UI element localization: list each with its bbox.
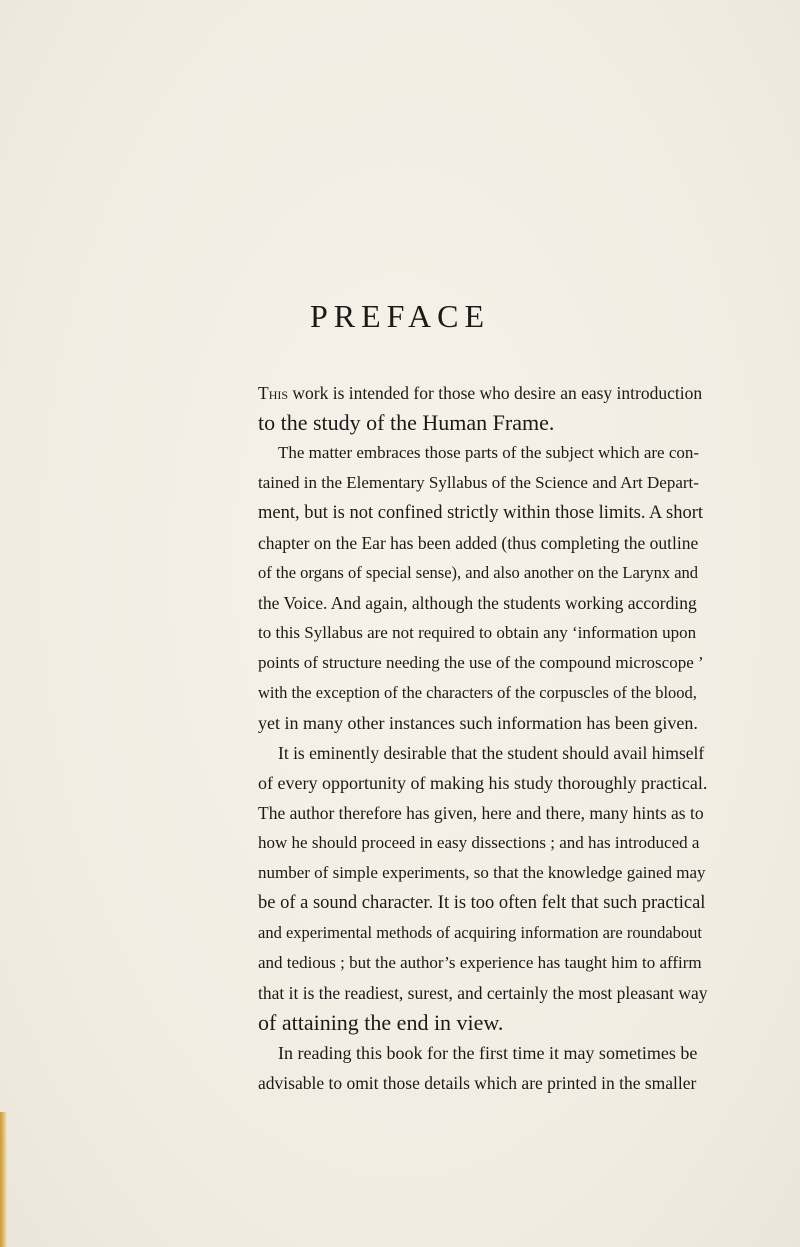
text-line: and tedious ; but the author’s experience has taught him to affirm — [258, 953, 702, 972]
text-line: chapter on the Ear has been added (thus completing the outline — [258, 533, 699, 553]
opening-word: This — [258, 383, 289, 403]
text-line: points of structure needing the use of the compound microscope ’ — [258, 653, 704, 672]
text-line: number of simple experiments, so that the knowledge gained may — [258, 863, 706, 882]
text-line: of the organs of special sense), and also another on the Larynx and — [258, 563, 699, 582]
page-heading: PREFACE — [309, 298, 491, 334]
text-line: This work is intended for those who desire an easy introduction — [258, 383, 703, 403]
text-line: of attaining the end in view. — [258, 1010, 504, 1035]
text-line: the Voice. And again, although the students working according — [258, 593, 697, 613]
paragraph-start-line: The matter embraces those parts of the subject which are con- — [278, 443, 700, 462]
text-line: advisable to omit those details which are printed in the smaller — [258, 1073, 697, 1093]
text-line: and experimental methods of acquiring information are roundabout — [258, 923, 702, 942]
text-line: of every opportunity of making his study thoroughly practical. — [258, 773, 708, 793]
text-line: to this Syllabus are not required to obtain any ‘information upon — [258, 623, 697, 642]
page-edge-stain — [0, 1112, 7, 1247]
text-line: tained in the Elementary Syllabus of the Science and Art Depart- — [258, 473, 699, 492]
text-line: with the exception of the characters of the corpuscles of the blood, — [258, 683, 697, 702]
text-line: to the study of the Human Frame. — [258, 410, 555, 435]
text-line: that it is the readiest, surest, and certainly the most pleasant way — [258, 983, 708, 1003]
text-line: ment, but is not confined strictly within those limits. A short — [258, 503, 704, 523]
text-line: be of a sound character. It is too often felt that such practical — [258, 893, 706, 913]
paragraph-start-line: In reading this book for the first time it may sometimes be — [278, 1043, 698, 1063]
text-line: The author therefore has given, here and there, many hints as to — [258, 803, 704, 823]
text-line: how he should proceed in easy dissections ; and has introduced a — [258, 833, 700, 852]
paragraph-start-line: It is eminently desirable that the student should avail himself — [278, 743, 705, 763]
text-line: yet in many other instances such information has been given. — [258, 713, 698, 733]
